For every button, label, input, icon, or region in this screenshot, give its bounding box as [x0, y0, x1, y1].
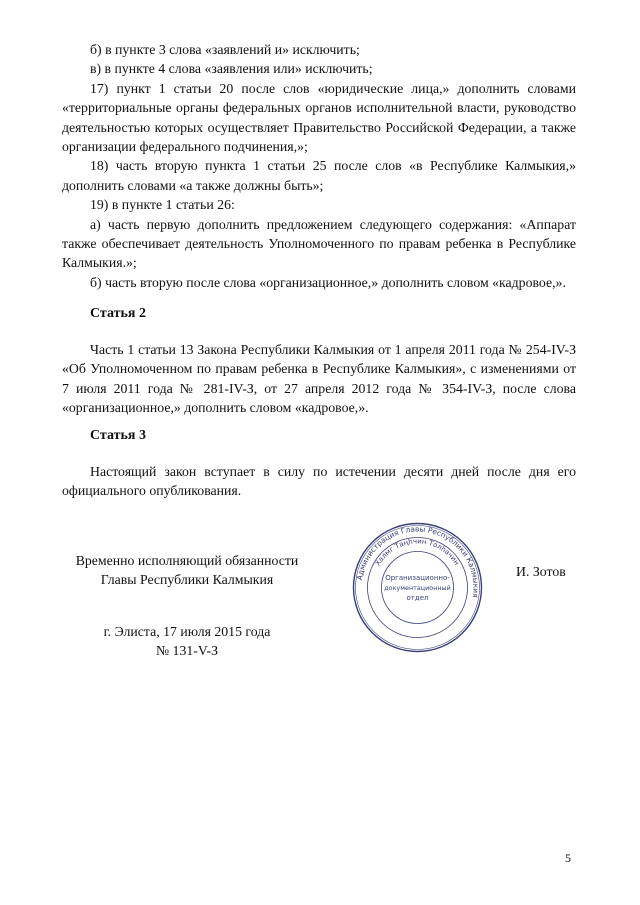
signatory-position: [62, 551, 312, 589]
stamp-center-line-3: отдел: [406, 594, 429, 602]
amendment-item: 18) часть вторую пункта 1 статьи 25 после слов «в Республике Калмыкия,» дополнить словами «а также должны быть»;: [62, 158, 576, 193]
place-date-line: г. Элиста, 17 июля 2015 года: [103, 624, 271, 639]
article-3-paragraph: Настоящий закон вступает в силу по истечении десяти дней после дня его официального опубликования.: [62, 464, 576, 499]
amendments-block: [62, 40, 576, 292]
article-2-paragraph: Часть 1 статьи 13 Закона Республики Калмыкия от 1 апреля 2011 года № 254-IV-З «Об Уполномоченном по правам ребенка в Республике Калмыкия», с изменениями от 7 июля 2011 года № 281-IV-З, от 27 апреля 2012 года № 354-IV-З, после слова «организационное,» дополнить словом «кадровое,».: [62, 342, 576, 416]
place-and-date: [62, 622, 312, 660]
article-3-heading: Статья 3: [90, 428, 146, 443]
amendment-item: а) часть первую дополнить предложением следующего содержания: «Аппарат также обеспечивает деятельность Уполномоченного по правам ребенка в Республике Калмыкия.»;: [62, 216, 576, 271]
law-number: № 131-V-З: [155, 643, 219, 658]
signatory-name: И. Зотов: [516, 564, 566, 579]
amendment-item: в) в пункте 4 слова «заявления или» исключить;: [90, 61, 373, 77]
article-2-heading: Статья 2: [90, 306, 146, 321]
signatory-position-line-1: Временно исполняющий обязанности: [75, 553, 299, 568]
article-2-text: [62, 340, 576, 418]
page-number: 5: [565, 851, 571, 865]
stamp-outer-text: Администрация Главы Республики Калмыкия: [354, 524, 481, 599]
stamp-center-line-1: Организационно-: [385, 574, 450, 582]
article-3-text: [62, 462, 576, 501]
amendment-item: 17) пункт 1 статьи 20 после слов «юридические лица,» дополнить словами «территориальные органы федеральных органов исполнительной власти, руководство деятельностью которых осуществляет Правительство Российской Федерации, а также организации федерального подчинения,»;: [62, 80, 576, 155]
amendment-item: б) в пункте 3 слова «заявлений и» исключить;: [90, 42, 360, 57]
amendment-item: 19) в пункте 1 статьи 26:: [90, 197, 235, 213]
stamp-middle-text: Халмг Таңһчин Толһачин: [373, 537, 461, 568]
amendment-item: б) часть вторую после слова «организационное,» дополнить словом «кадровое,».: [90, 274, 566, 290]
signatory-position-line-2: Главы Республики Калмыкия: [100, 572, 274, 587]
stamp-center-line-2: документационный: [384, 584, 451, 592]
official-stamp: [350, 520, 485, 655]
